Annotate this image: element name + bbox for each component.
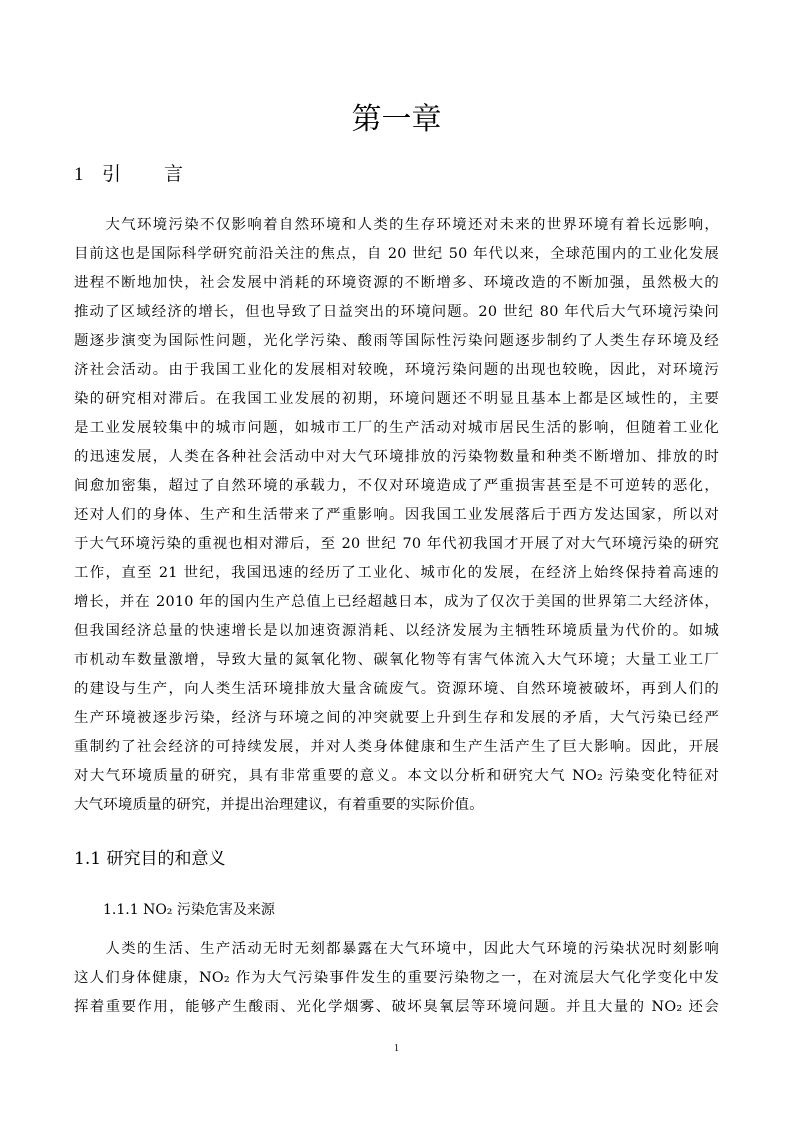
paragraph-line: 是工业发展较集中的城市问题，如城市工厂的生产活动对城市居民生活的影响，但随着工业化 [74,420,719,436]
paragraph-line: 推动了区域经济的增长，但也导致了日益突出的环境问题。20 世纪 80 年代后大气环境污染问 [74,304,719,320]
paragraph-line: 染的研究相对滞后。在我国工业发展的初期，环境问题还不明显且基本上都是区域性的，主要 [74,391,719,407]
paragraph-line: 这人们身体健康，NO₂ 作为大气污染事件发生的重要污染物之一，在对流层大气化学变化中发 [74,970,719,986]
chapter-title: 第一章 [351,102,442,137]
paragraph-line: 但我国经济总量的快速增长是以加速资源消耗、以经济发展为主牺牲环境质量为代价的。如城 [74,623,719,639]
paragraph-line: 济社会活动。由于我国工业化的发展相对较晚，环境污染问题的出现也较晚，因此，对环境污 [74,362,719,378]
no2-paragraph [74,935,719,1022]
paragraph-line: 增长，并在 2010 年的国内生产总值上已经超越日本，成为了仅次于美国的世界第二大经济体， [74,594,719,610]
paragraph-line: 工作，直至 21 世纪，我国迅速的经历了工业化、城市化的发展，在经济上始终保持着高速的 [74,565,719,581]
paragraph-line: 人类的生活、生产活动无时无刻都暴露在大气环境中，因此大气环境的污染状况时刻影响 [74,941,719,957]
paragraph-line: 进程不断地加快，社会发展中消耗的环境资源的不断增多、环境改造的不断加强，虽然极大的 [74,275,719,291]
paragraph-line: 对大气环境质量的研究，具有非常重要的意义。本文以分析和研究大气 NO₂ 污染变化特征对 [74,768,719,784]
paragraph-line: 间愈加密集，超过了自然环境的承载力，不仅对环境造成了严重损害甚至是不可逆转的恶化， [74,478,719,494]
intro-title-char-2: 言 [164,163,184,185]
page-number: 1 [394,1043,399,1054]
paragraph-line: 大气环境质量的研究，并提出治理建议，有着重要的实际价值。 [74,797,484,813]
paragraph-line: 目前这也是国际科学研究前沿关注的焦点，自 20 世纪 50 年代以来，全球范围内的工业化发展 [74,246,719,262]
paragraph-line: 挥着重要作用，能够产生酸雨、光化学烟雾、破坏臭氧层等环境问题。并且大量的 NO₂ 还会 [74,999,719,1015]
intro-paragraph [74,211,719,820]
paragraph-line: 题逐步演变为国际性问题，光化学污染、酸雨等国际性污染问题逐步制约了人类生存环境及经 [74,333,719,349]
paragraph-line: 还对人们的身体、生产和生活带来了严重影响。因我国工业发展落后于西方发达国家，所以对 [74,507,719,523]
paragraph-line: 市机动车数量激增，导致大量的氮氧化物、碳氧化物等有害气体流入大气环境；大量工业工厂 [74,652,719,668]
intro-number: 1 [74,164,84,185]
paragraph-line: 的建设与生产，向人类生活环境排放大量含硫废气。资源环境、自然环境被破坏，再到人们的 [74,681,719,697]
paragraph-line: 于大气环境污染的重视也相对滞后，至 20 世纪 70 年代初我国才开展了对大气环境污染的研究 [74,536,719,552]
paragraph-line: 的迅速发展，人类在各种社会活动中对大气环境排放的污染物数量和种类不断增加、排放的时 [74,449,719,465]
intro-heading [74,160,374,189]
paragraph-line: 重制约了社会经济的可持续发展，并对人类身体健康和生产生活产生了巨大影响。因此，开展 [74,739,719,755]
intro-title-char-1: 引 [102,163,122,185]
paragraph-line: 大气环境污染不仅影响着自然环境和人类的生存环境还对未来的世界环境有着长远影响， [74,217,719,233]
paragraph-line: 生产环境被逐步污染，经济与环境之间的冲突就要上升到生存和发展的矛盾，大气污染已经严 [74,710,719,726]
subsection-heading: 1.1.1 NO₂ 污染危害及来源 [103,902,275,918]
section-heading: 1.1 研究目的和意义 [74,849,226,869]
